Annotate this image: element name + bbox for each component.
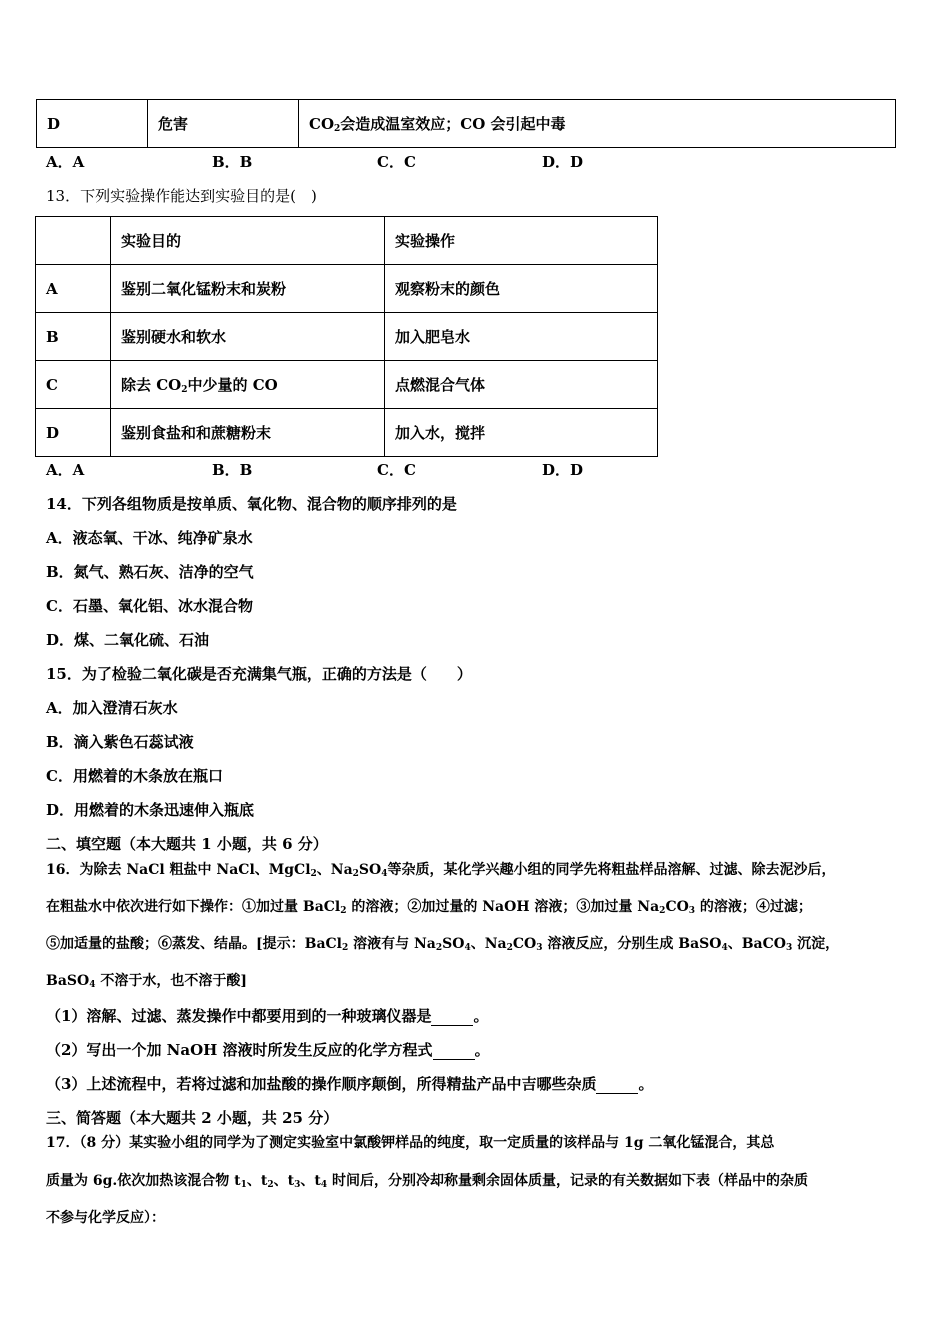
- q17-line-3: 不参与化学反应）：: [46, 1210, 165, 1226]
- table-row: [36, 409, 658, 457]
- section-2-title: 二、填空题（本大题共 1 小题，共 6 分）: [46, 835, 328, 853]
- table-row: [36, 217, 658, 265]
- table-cell: 加入水，搅拌: [385, 409, 658, 457]
- table-row: [36, 313, 658, 361]
- q14-option-b: B．氮气、熟石灰、洁净的空气: [46, 563, 254, 581]
- q13-stem: 13．下列实验操作能达到实验目的是( ): [46, 187, 317, 205]
- section-3-title: 三、简答题（本大题共 2 小题，共 25 分）: [46, 1109, 339, 1127]
- q13-option-a: A．A: [46, 461, 85, 479]
- q12-option-c: C．C: [377, 153, 416, 171]
- q14-stem: 14．下列各组物质是按单质、氧化物、混合物的顺序排列的是: [46, 495, 457, 513]
- q15-stem: 15．为了检验二氧化碳是否充满集气瓶，正确的方法是（ ）: [46, 665, 472, 683]
- table-cell: 加入肥皂水: [385, 313, 658, 361]
- q14-option-a: A．液态氧、干冰、纯净矿泉水: [46, 529, 253, 547]
- q16-line-2: 在粗盐水中依次进行如下操作：①加过量 BaCl$_2$ 的溶液；②加过量的 NaOH 溶液；③加过量 $Na_2CO_3$ 的溶液；④过滤；: [46, 899, 812, 916]
- q14-option-d: D．煤、二氧化硫、石油: [46, 631, 210, 649]
- table-cell: 鉴别硬水和软水: [111, 313, 385, 361]
- table-cell: 鉴别二氧化锰粉末和炭粉: [111, 265, 385, 313]
- q15-option-d: D．用燃着的木条迅速伸入瓶底: [46, 801, 255, 819]
- q16-line-3: ⑤加适量的盐酸；⑥蒸发、结晶。[提示：BaCl$_2$ 溶液有与 $Na_2SO_4$、$Na_2CO_3$ 溶液反应，分别生成 BaSO$_4$、BaCO$_3$ 沉淀，: [46, 936, 840, 953]
- q15-option-b: B．滴入紫色石蕊试液: [46, 733, 194, 751]
- table-row: [36, 265, 658, 313]
- table-cell: B: [36, 313, 111, 361]
- q16-sub-2: （2）写出一个加 NaOH 溶液时所发生反应的化学方程式 。: [46, 1041, 490, 1059]
- q13-option-d: D．D: [542, 461, 584, 479]
- q14-option-c: C．石墨、氧化铝、冰水混合物: [46, 597, 253, 615]
- table-cell: D: [36, 409, 111, 457]
- q17-line-2: 质量为 6g.依次加热该混合物 $t_1$、$t_2$、$t_3$、$t_4$ 时间后，分别冷却称量剩余固体质量，记录的有关数据如下表（样品中的杂质: [46, 1173, 808, 1190]
- q12-table: [36, 99, 896, 148]
- answer-blank: [596, 1075, 638, 1094]
- table-cell: 实验操作: [385, 217, 658, 265]
- q13-option-b: B．B: [212, 461, 253, 479]
- q13-table: [35, 216, 658, 457]
- q16-line-4: BaSO$_4$ 不溶于水，也不溶于酸]: [46, 973, 247, 990]
- table-cell: 观察粉末的颜色: [385, 265, 658, 313]
- q15-option-c: C．用燃着的木条放在瓶口: [46, 767, 223, 785]
- q16-sub-3: （3）上述流程中，若将过滤和加盐酸的操作顺序颠倒，所得精盐产品中吉哪些杂质 。: [46, 1075, 654, 1093]
- table-cell: 实验目的: [111, 217, 385, 265]
- q17-line-1: 17．（8 分）某实验小组的同学为了测定实验室中氯酸钾样品的纯度，取一定质量的该样品与 1g 二氧化锰混合，其总: [46, 1135, 775, 1151]
- q15-option-a: A．加入澄清石灰水: [46, 699, 178, 717]
- table-cell: A: [36, 265, 111, 313]
- q16-line-1: 16．为除去 NaCl 粗盐中 NaCl、MgCl$_2$、$Na_2SO_4$等杂质，某化学兴趣小组的同学先将粗盐样品溶解、过滤、除去泥沙后，: [46, 862, 836, 879]
- table-cell: 除去 $CO_2$中少量的 CO: [111, 361, 385, 409]
- q12-option-b: B．B: [212, 153, 253, 171]
- q13-option-c: C．C: [377, 461, 416, 479]
- q16-sub-1: （1）溶解、过滤、蒸发操作中都要用到的一种玻璃仪器是 。: [46, 1007, 489, 1025]
- table-cell: D: [37, 100, 148, 148]
- q12-option-a: A．A: [46, 153, 85, 171]
- table-cell: 鉴别食盐和和蔗糖粉末: [111, 409, 385, 457]
- table-row: [36, 361, 658, 409]
- table-cell: C: [36, 361, 111, 409]
- table-row: [37, 100, 896, 148]
- table-cell: [36, 217, 111, 265]
- table-cell: 危害: [148, 100, 299, 148]
- q12-option-d: D．D: [542, 153, 584, 171]
- table-cell: 点燃混合气体: [385, 361, 658, 409]
- answer-blank: [433, 1041, 475, 1060]
- table-cell: $CO_2$会造成温室效应；CO 会引起中毒: [299, 100, 896, 148]
- answer-blank: [431, 1007, 473, 1026]
